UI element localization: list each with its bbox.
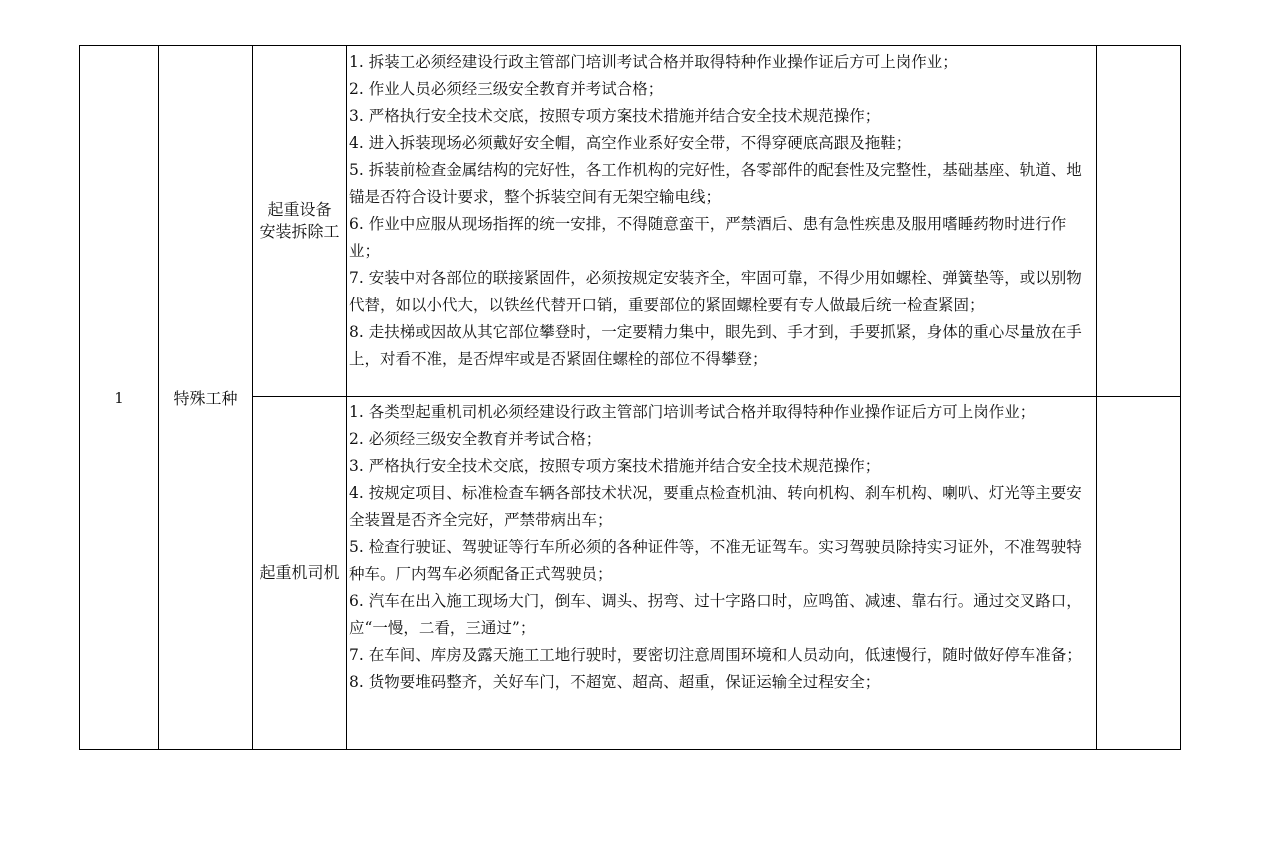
job-title-line2: 安装拆除工 [259,222,340,241]
requirement-item: 6. 作业中应服从现场指挥的统一安排，不得随意蛮干，严禁酒后、患有急性疾患及服用嗜睡药物时进行作业； [349,215,1067,260]
safety-requirements-table [79,45,1181,750]
requirements-list [347,46,1096,396]
requirement-item: 1. 拆装工必须经建设行政主管部门培训考试合格并取得特种作业操作证后方可上岗作业； [349,53,958,71]
blank-cell [1097,46,1181,397]
requirement-item: 4. 按规定项目、标准检查车辆各部技术状况，要重点检查机油、转向机构、刹车机构、喇叭、灯光等主要安全装置是否齐全完好，严禁带病出车； [349,484,1082,529]
requirement-item: 3. 严格执行安全技术交底，按照专项方案技术措施并结合安全技术规范操作； [349,457,881,475]
requirement-item: 1. 各类型起重机司机必须经建设行政主管部门培训考试合格并取得特种作业操作证后方可上岗作业； [349,403,1036,421]
row-number-cell [80,46,159,750]
job-title-cell [253,46,347,397]
requirement-item: 2. 必须经三级安全教育并考试合格； [349,430,602,448]
blank-cell [1097,397,1181,750]
job-title-line1: 起重设备 [267,200,332,219]
table-row [80,46,1181,397]
requirement-item: 6. 汽车在出入施工现场大门，倒车、调头、拐弯、过十字路口时，应鸣笛、减速、靠右行。通过交叉路口，应“一慢，二看，三通过”； [349,592,1082,637]
requirements-cell [347,397,1097,750]
requirement-item: 5. 检查行驶证、驾驶证等行车所必须的各种证件等，不准无证驾车。实习驾驶员除持实习证外，不准驾驶特种车。厂内驾车必须配备正式驾驶员； [349,538,1082,583]
requirement-item: 8. 货物要堆码整齐，关好车门，不超宽、超高、超重，保证运输全过程安全； [349,673,881,691]
requirements-cell [347,46,1097,397]
requirement-item: 2. 作业人员必须经三级安全教育并考试合格； [349,80,664,98]
job-title-line1: 起重机司机 [259,563,340,582]
category-label: 特殊工种 [173,389,238,408]
requirement-item: 7. 安装中对各部位的联接紧固件，必须按规定安装齐全，牢固可靠，不得少用如螺栓、弹簧垫等，或以别物代替，如以小代大，以铁丝代替开口销，重要部位的紧固螺栓要有专人做最后统一检查紧固； [349,269,1082,314]
requirement-item: 7. 在车间、库房及露天施工工地行驶时，要密切注意周围环境和人员动向，低速慢行，随时做好停车准备； [349,646,1082,664]
requirements-list [347,397,1096,749]
requirement-item: 5. 拆装前检查金属结构的完好性，各工作机构的完好性，各零部件的配套性及完整性，基础基座、轨道、地锚是否符合设计要求，整个拆装空间有无架空输电线； [349,161,1082,206]
requirement-item: 8. 走扶梯或因故从其它部位攀登时，一定要精力集中，眼先到、手才到，手要抓紧，身体的重心尽量放在手上，对看不准，是否焊牢或是否紧固住螺栓的部位不得攀登； [349,323,1082,368]
requirement-item: 3. 严格执行安全技术交底，按照专项方案技术措施并结合安全技术规范操作； [349,107,881,125]
category-cell [159,46,253,750]
row-number: 1 [114,388,124,407]
requirement-item: 4. 进入拆装现场必须戴好安全帽，高空作业系好安全带，不得穿硬底高跟及拖鞋； [349,134,912,152]
job-title-cell [253,397,347,750]
